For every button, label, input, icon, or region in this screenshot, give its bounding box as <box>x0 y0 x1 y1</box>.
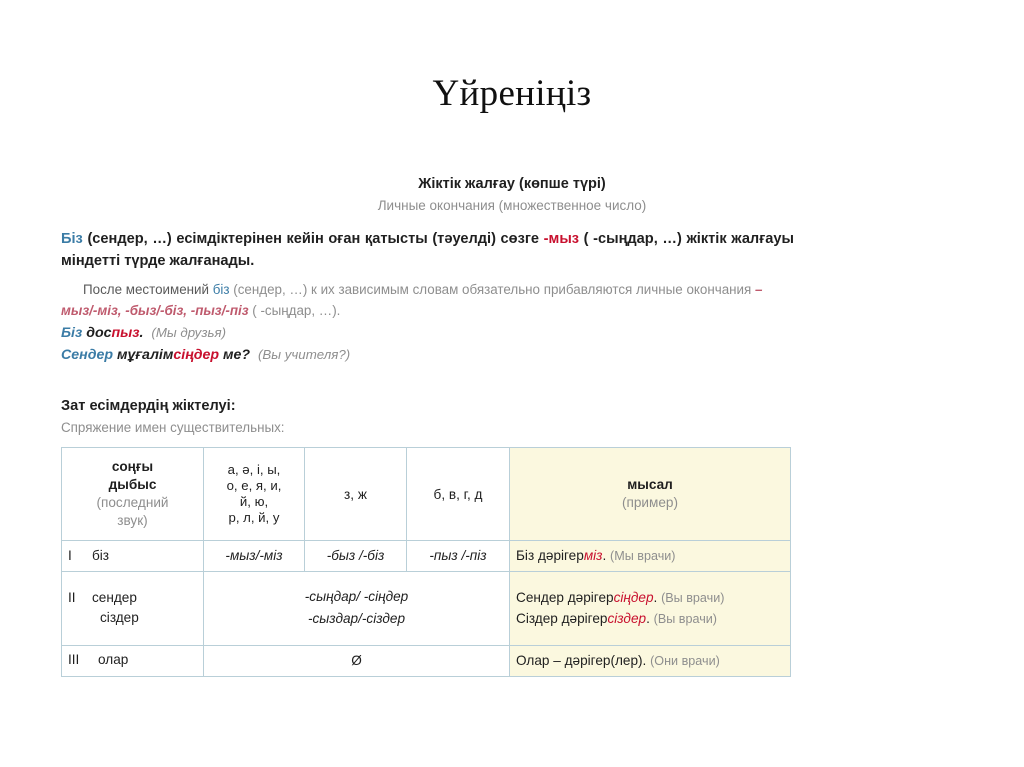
example-russian: (Вы врачи) <box>661 590 725 605</box>
row-label-first-person <box>62 541 204 572</box>
row-pronoun-second: сіздер <box>100 610 139 626</box>
header-example-ru: (пример) <box>621 495 679 510</box>
example-pronoun: Сендер <box>61 347 114 364</box>
example-stem: мұғалім <box>117 347 174 364</box>
example-cell <box>510 645 791 676</box>
rule-kazakh <box>61 228 794 272</box>
example-suffix: сіңдер <box>613 589 654 605</box>
example-line <box>61 344 661 366</box>
example-dot: . <box>602 548 607 563</box>
table-row <box>62 571 791 645</box>
example-russian: (Мы врачи) <box>610 549 676 563</box>
rule-block <box>61 228 794 322</box>
rule-russian <box>61 280 794 322</box>
row-pronoun: сендер <box>92 589 137 605</box>
affix-cell-merged <box>204 571 510 645</box>
conjugation-table <box>61 447 791 677</box>
example-ending: сіңдер <box>173 347 220 364</box>
row-number: I <box>68 547 72 563</box>
rule-ru-text-2: (сендер, …) к их зависимым словам обязательно прибавляются личные окончания <box>233 282 752 298</box>
vowel-line-1: а, ә, і, ы, <box>227 461 281 477</box>
example-pronoun: Біз <box>61 325 83 341</box>
rule-pronoun-biz: Біз <box>61 231 83 247</box>
table-header-row <box>62 448 791 541</box>
rule-ru-affix-list: –мыз/-міз, -быз/-біз, -пыз/-піз <box>61 282 763 319</box>
subheading-block <box>0 174 1024 216</box>
example-entry <box>516 650 784 672</box>
subheading-kazakh: Жіктік жалғау (көпше түрі) <box>418 176 606 192</box>
example-main: Сіздер дәрігер <box>516 611 608 627</box>
affix-cell-vowels: -мыз/-міз <box>204 541 305 572</box>
section-heading-block <box>61 396 285 439</box>
rule-kz-text-2: ( -сыңдар, …) жіктік жалғауы міндетті түрде жалғанады. <box>61 231 794 270</box>
example-suffix: сіздер <box>607 611 647 627</box>
affix-line-2: -сыздар/-сіздер <box>307 611 406 627</box>
example-translation: (Мы друзья) <box>151 325 227 340</box>
vowel-line-3: й, ю, <box>239 494 269 509</box>
table-row <box>62 541 791 572</box>
rule-ru-text-1: После местоимений <box>83 282 210 298</box>
example-dot: . <box>642 652 647 668</box>
rule-ru-text-3: ( -сыңдар, …). <box>252 303 341 319</box>
vowel-line-2: о, е, я, и, <box>226 477 282 493</box>
table-header-cell-zzh: з, ж <box>305 448 407 541</box>
conjugation-table-wrapper <box>61 447 790 677</box>
affix-cell-zzh: -быз /-біз <box>305 541 407 572</box>
row-label-third-person <box>62 645 204 676</box>
header-ru-line1: (последний <box>96 495 169 510</box>
example-main: Біз дәрігер <box>516 548 584 563</box>
example-ending: пыз <box>111 325 140 341</box>
header-kz-line1: соңғы <box>111 459 154 475</box>
table-row <box>62 645 791 676</box>
subheading-russian: Личные окончания (множественное число) <box>377 197 647 213</box>
row-number: III <box>68 652 80 668</box>
row-pronoun: олар <box>98 652 129 668</box>
affix-cell-zero: Ø <box>204 645 510 676</box>
example-dot: . <box>646 611 650 627</box>
header-ru-line2: звук) <box>117 512 148 528</box>
example-suffix: міз <box>583 548 603 563</box>
example-entry <box>516 587 784 609</box>
example-tail: . <box>139 325 144 341</box>
table-header-cell-sound <box>62 448 204 541</box>
example-tail: ме? <box>219 347 251 364</box>
example-cell <box>510 541 791 572</box>
example-entry <box>516 608 784 630</box>
header-example-kz: мысал <box>627 477 673 493</box>
vowel-line-4: р, л, й, у <box>228 510 280 526</box>
example-main: Олар – дәрігер(лер) <box>516 652 643 668</box>
example-stem: дос <box>86 325 112 341</box>
example-cell <box>510 571 791 645</box>
example-russian: (Вы врачи) <box>653 612 717 627</box>
example-main: Сендер дәрігер <box>516 589 614 605</box>
example-translation: (Вы учителя?) <box>258 347 351 363</box>
row-pronoun: біз <box>92 547 110 563</box>
rule-affix-myz: -мыз <box>543 231 580 247</box>
section-heading-kazakh: Зат есімдердің жіктелуі: <box>61 398 236 414</box>
example-dot: . <box>653 589 658 605</box>
affix-cell-bvgd: -пыз /-піз <box>407 541 510 572</box>
row-number: II <box>68 589 76 605</box>
affix-line-1: -сыңдар/ -сіңдер <box>304 589 409 605</box>
table-header-cell-bvgd: б, в, г, д <box>407 448 510 541</box>
row-label-second-person <box>62 571 204 645</box>
page-title: Үйреніңіз <box>432 73 592 114</box>
section-heading-russian: Спряжение имен существительных: <box>61 419 285 435</box>
rule-ru-pronoun-biz: біз <box>212 282 230 298</box>
example-line <box>61 322 661 344</box>
header-kz-line2: дыбыс <box>108 477 157 493</box>
rule-kz-text-1: (сендер, …) есімдіктерінен кейін оған қатысты (тәуелді) сөзге <box>87 231 540 247</box>
example-entry <box>516 545 784 567</box>
table-header-cell-example <box>510 448 791 541</box>
example-russian: (Они врачи) <box>650 653 720 668</box>
table-header-cell-vowels <box>204 448 305 541</box>
example-sentences <box>61 322 661 367</box>
